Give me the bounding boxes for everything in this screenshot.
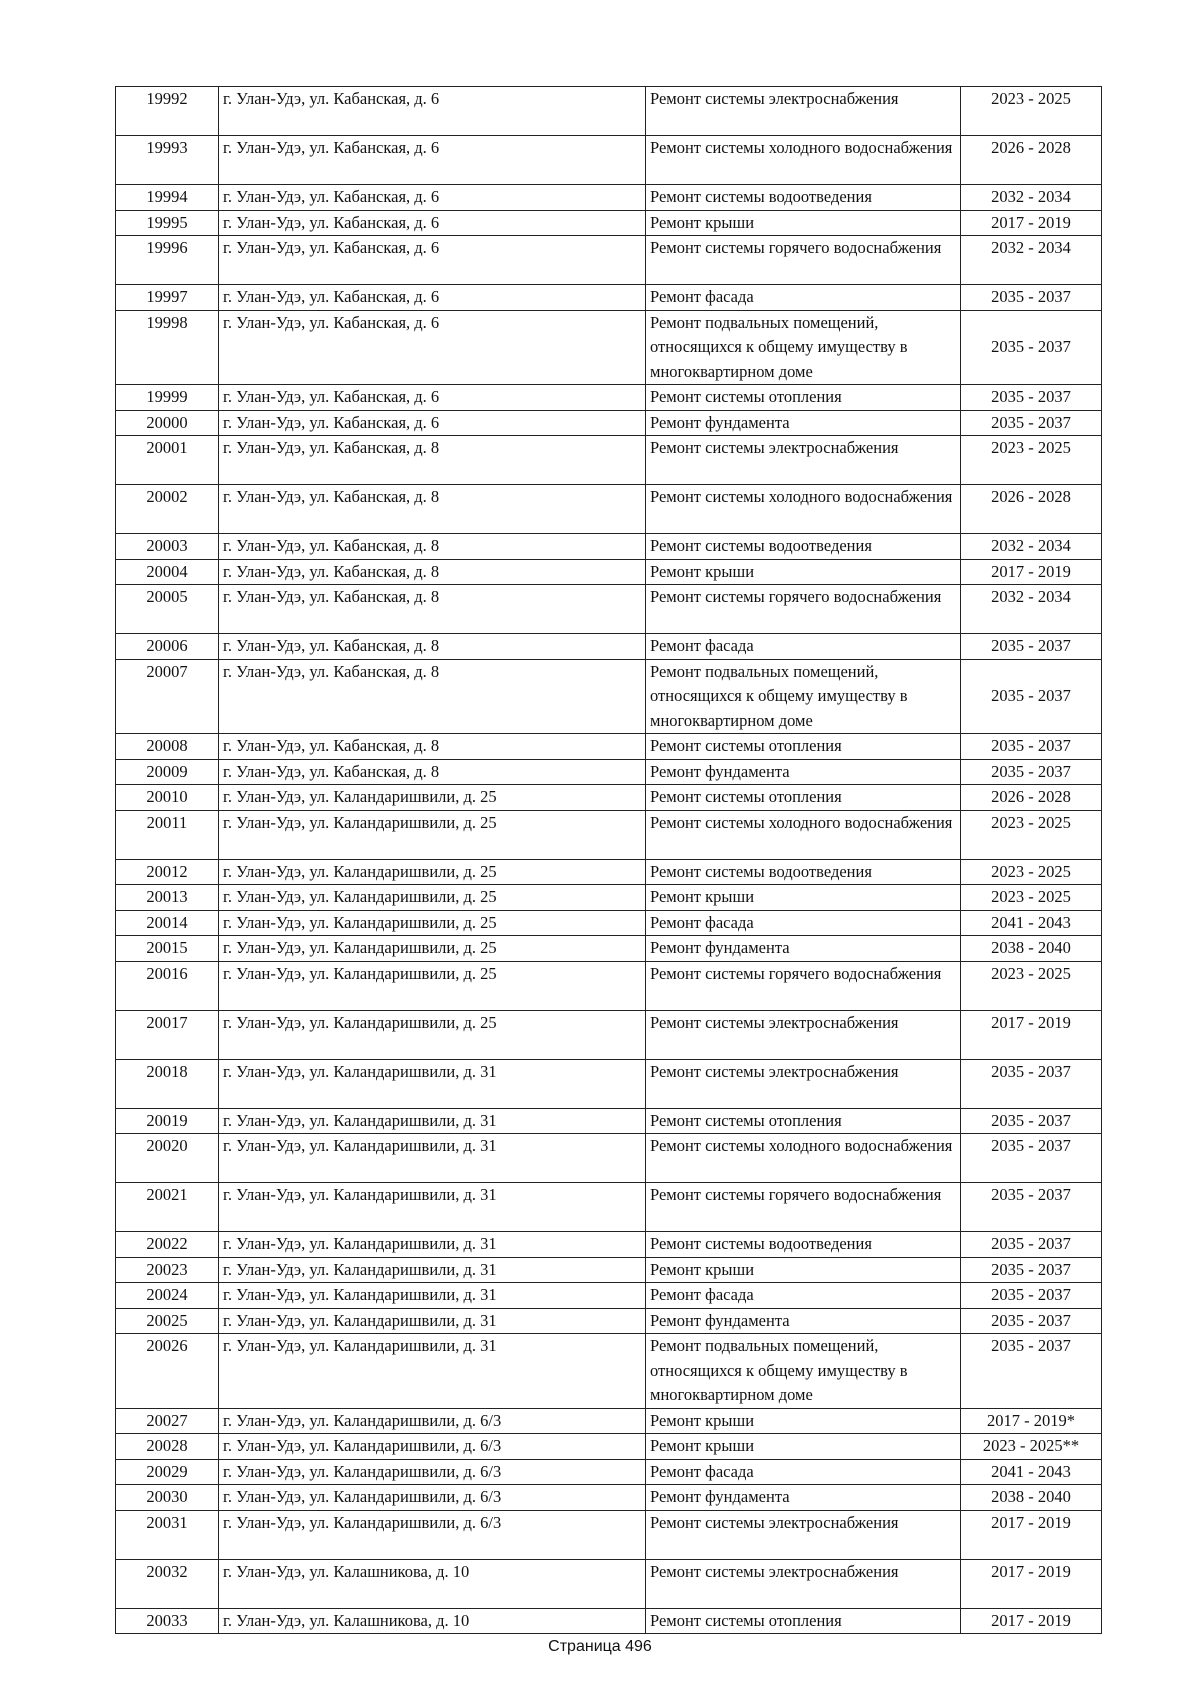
work-type-cell: Ремонт фасада	[646, 1459, 961, 1485]
period-cell: 2023 - 2025	[961, 961, 1102, 1010]
address-cell: г. Улан-Удэ, ул. Кабанская, д. 8	[219, 585, 646, 634]
work-type-cell: Ремонт системы холодного водоснабжения	[646, 485, 961, 534]
period-cell: 2035 - 2037	[961, 410, 1102, 436]
table-row	[116, 785, 1102, 811]
row-id-cell: 20003	[116, 534, 219, 560]
work-type-cell: Ремонт фундамента	[646, 936, 961, 962]
row-id-cell: 19998	[116, 310, 219, 385]
table-row	[116, 1485, 1102, 1511]
period-cell: 2023 - 2025	[961, 885, 1102, 911]
work-type-cell: Ремонт системы электроснабжения	[646, 87, 961, 136]
table-row	[116, 1059, 1102, 1108]
address-cell: г. Улан-Удэ, ул. Калашникова, д. 10	[219, 1559, 646, 1608]
period-cell: 2035 - 2037	[961, 1232, 1102, 1258]
table-row	[116, 961, 1102, 1010]
period-cell: 2035 - 2037	[961, 1283, 1102, 1309]
work-type-cell: Ремонт системы водоотведения	[646, 534, 961, 560]
period-cell: 2035 - 2037	[961, 285, 1102, 311]
table-row	[116, 436, 1102, 485]
work-type-cell: Ремонт системы холодного водоснабжения	[646, 810, 961, 859]
period-cell: 2035 - 2037	[961, 759, 1102, 785]
row-id-cell: 20001	[116, 436, 219, 485]
table-row	[116, 885, 1102, 911]
table-row	[116, 534, 1102, 560]
table-row	[116, 1308, 1102, 1334]
row-id-cell: 20015	[116, 936, 219, 962]
table-row	[116, 1010, 1102, 1059]
table-row	[116, 385, 1102, 411]
table-row	[116, 410, 1102, 436]
address-cell: г. Улан-Удэ, ул. Каландаришвили, д. 31	[219, 1232, 646, 1258]
period-cell: 2017 - 2019	[961, 1608, 1102, 1634]
work-type-cell: Ремонт системы отопления	[646, 1608, 961, 1634]
row-id-cell: 20006	[116, 634, 219, 660]
period-cell: 2035 - 2037	[961, 310, 1102, 385]
work-type-cell: Ремонт системы горячего водоснабжения	[646, 585, 961, 634]
work-type-cell: Ремонт системы водоотведения	[646, 1232, 961, 1258]
row-id-cell: 19996	[116, 236, 219, 285]
row-id-cell: 20009	[116, 759, 219, 785]
table-row	[116, 936, 1102, 962]
page-number: Страница 496	[548, 1638, 652, 1655]
table-row	[116, 1408, 1102, 1434]
table-row	[116, 910, 1102, 936]
work-type-cell: Ремонт системы холодного водоснабжения	[646, 136, 961, 185]
row-id-cell: 20028	[116, 1434, 219, 1460]
period-cell: 2032 - 2034	[961, 236, 1102, 285]
address-cell: г. Улан-Удэ, ул. Каландаришвили, д. 31	[219, 1108, 646, 1134]
table-row	[116, 1183, 1102, 1232]
work-type-cell: Ремонт системы холодного водоснабжения	[646, 1134, 961, 1183]
table-row	[116, 734, 1102, 760]
row-id-cell: 20021	[116, 1183, 219, 1232]
address-cell: г. Улан-Удэ, ул. Кабанская, д. 8	[219, 436, 646, 485]
row-id-cell: 20016	[116, 961, 219, 1010]
row-id-cell: 20024	[116, 1283, 219, 1309]
table-row	[116, 1608, 1102, 1634]
address-cell: г. Улан-Удэ, ул. Каландаришвили, д. 25	[219, 785, 646, 811]
address-cell: г. Улан-Удэ, ул. Кабанская, д. 8	[219, 759, 646, 785]
work-type-cell: Ремонт фасада	[646, 910, 961, 936]
period-cell: 2041 - 2043	[961, 1459, 1102, 1485]
row-id-cell: 20000	[116, 410, 219, 436]
row-id-cell: 20010	[116, 785, 219, 811]
work-type-cell: Ремонт подвальных помещений, относящихся к общему имуществу в многоквартирном доме	[646, 310, 961, 385]
table-row	[116, 210, 1102, 236]
row-id-cell: 20031	[116, 1510, 219, 1559]
address-cell: г. Улан-Удэ, ул. Кабанская, д. 6	[219, 185, 646, 211]
address-cell: г. Улан-Удэ, ул. Кабанская, д. 6	[219, 385, 646, 411]
address-cell: г. Улан-Удэ, ул. Кабанская, д. 8	[219, 559, 646, 585]
address-cell: г. Улан-Удэ, ул. Каландаришвили, д. 31	[219, 1334, 646, 1409]
work-type-cell: Ремонт фундамента	[646, 759, 961, 785]
work-type-cell: Ремонт крыши	[646, 559, 961, 585]
period-cell: 2041 - 2043	[961, 910, 1102, 936]
row-id-cell: 20012	[116, 859, 219, 885]
work-type-cell: Ремонт крыши	[646, 1408, 961, 1434]
row-id-cell: 19997	[116, 285, 219, 311]
row-id-cell: 19994	[116, 185, 219, 211]
work-type-cell: Ремонт фасада	[646, 634, 961, 660]
period-cell: 2035 - 2037	[961, 1334, 1102, 1409]
row-id-cell: 20020	[116, 1134, 219, 1183]
table-row	[116, 1283, 1102, 1309]
work-type-cell: Ремонт системы электроснабжения	[646, 1059, 961, 1108]
row-id-cell: 20014	[116, 910, 219, 936]
address-cell: г. Улан-Удэ, ул. Кабанская, д. 6	[219, 285, 646, 311]
row-id-cell: 20011	[116, 810, 219, 859]
address-cell: г. Улан-Удэ, ул. Кабанская, д. 8	[219, 659, 646, 734]
row-id-cell: 19993	[116, 136, 219, 185]
period-cell: 2023 - 2025	[961, 436, 1102, 485]
work-type-cell: Ремонт фундамента	[646, 1485, 961, 1511]
period-cell: 2038 - 2040	[961, 1485, 1102, 1511]
table-row	[116, 585, 1102, 634]
period-cell: 2023 - 2025	[961, 859, 1102, 885]
table-row	[116, 1559, 1102, 1608]
address-cell: г. Улан-Удэ, ул. Каландаришвили, д. 31	[219, 1183, 646, 1232]
address-cell: г. Улан-Удэ, ул. Каландаришвили, д. 31	[219, 1059, 646, 1108]
address-cell: г. Улан-Удэ, ул. Каландаришвили, д. 25	[219, 936, 646, 962]
address-cell: г. Улан-Удэ, ул. Каландаришвили, д. 25	[219, 885, 646, 911]
address-cell: г. Улан-Удэ, ул. Каландаришвили, д. 6/3	[219, 1459, 646, 1485]
address-cell: г. Улан-Удэ, ул. Кабанская, д. 6	[219, 87, 646, 136]
table-row	[116, 1434, 1102, 1460]
period-cell: 2032 - 2034	[961, 534, 1102, 560]
work-type-cell: Ремонт системы отопления	[646, 1108, 961, 1134]
period-cell: 2026 - 2028	[961, 485, 1102, 534]
period-cell: 2017 - 2019	[961, 559, 1102, 585]
work-type-cell: Ремонт системы водоотведения	[646, 859, 961, 885]
row-id-cell: 20004	[116, 559, 219, 585]
table-row	[116, 1257, 1102, 1283]
table-row	[116, 634, 1102, 660]
address-cell: г. Улан-Удэ, ул. Кабанская, д. 6	[219, 236, 646, 285]
table-row	[116, 1334, 1102, 1409]
work-type-cell: Ремонт системы электроснабжения	[646, 1510, 961, 1559]
address-cell: г. Улан-Удэ, ул. Каландаришвили, д. 31	[219, 1134, 646, 1183]
table-row	[116, 1232, 1102, 1258]
period-cell: 2023 - 2025**	[961, 1434, 1102, 1460]
table-row	[116, 1510, 1102, 1559]
period-cell: 2017 - 2019	[961, 1559, 1102, 1608]
work-type-cell: Ремонт системы горячего водоснабжения	[646, 961, 961, 1010]
address-cell: г. Улан-Удэ, ул. Калашникова, д. 10	[219, 1608, 646, 1634]
row-id-cell: 20030	[116, 1485, 219, 1511]
row-id-cell: 19999	[116, 385, 219, 411]
address-cell: г. Улан-Удэ, ул. Кабанская, д. 6	[219, 136, 646, 185]
table-row	[116, 136, 1102, 185]
table-body	[116, 87, 1102, 1634]
period-cell: 2038 - 2040	[961, 936, 1102, 962]
work-type-cell: Ремонт системы отопления	[646, 785, 961, 811]
work-type-cell: Ремонт системы электроснабжения	[646, 436, 961, 485]
period-cell: 2026 - 2028	[961, 136, 1102, 185]
address-cell: г. Улан-Удэ, ул. Каландаришвили, д. 25	[219, 859, 646, 885]
address-cell: г. Улан-Удэ, ул. Кабанская, д. 6	[219, 310, 646, 385]
row-id-cell: 20008	[116, 734, 219, 760]
period-cell: 2023 - 2025	[961, 87, 1102, 136]
address-cell: г. Улан-Удэ, ул. Кабанская, д. 6	[219, 410, 646, 436]
address-cell: г. Улан-Удэ, ул. Каландаришвили, д. 6/3	[219, 1485, 646, 1511]
address-cell: г. Улан-Удэ, ул. Каландаришвили, д. 25	[219, 961, 646, 1010]
address-cell: г. Улан-Удэ, ул. Кабанская, д. 8	[219, 634, 646, 660]
period-cell: 2023 - 2025	[961, 810, 1102, 859]
row-id-cell: 19995	[116, 210, 219, 236]
work-type-cell: Ремонт крыши	[646, 210, 961, 236]
address-cell: г. Улан-Удэ, ул. Каландаришвили, д. 25	[219, 810, 646, 859]
period-cell: 2032 - 2034	[961, 585, 1102, 634]
period-cell: 2035 - 2037	[961, 659, 1102, 734]
address-cell: г. Улан-Удэ, ул. Каландаришвили, д. 31	[219, 1283, 646, 1309]
work-type-cell: Ремонт системы отопления	[646, 734, 961, 760]
period-cell: 2035 - 2037	[961, 1134, 1102, 1183]
work-type-cell: Ремонт крыши	[646, 885, 961, 911]
address-cell: г. Улан-Удэ, ул. Каландаришвили, д. 31	[219, 1257, 646, 1283]
work-type-cell: Ремонт крыши	[646, 1257, 961, 1283]
row-id-cell: 20026	[116, 1334, 219, 1409]
period-cell: 2017 - 2019	[961, 1510, 1102, 1559]
row-id-cell: 20023	[116, 1257, 219, 1283]
table-row	[116, 659, 1102, 734]
table-row	[116, 285, 1102, 311]
period-cell: 2035 - 2037	[961, 385, 1102, 411]
work-type-cell: Ремонт системы электроснабжения	[646, 1010, 961, 1059]
row-id-cell: 20013	[116, 885, 219, 911]
row-id-cell: 20027	[116, 1408, 219, 1434]
table-row	[116, 236, 1102, 285]
row-id-cell: 19992	[116, 87, 219, 136]
period-cell: 2032 - 2034	[961, 185, 1102, 211]
work-type-cell: Ремонт крыши	[646, 1434, 961, 1460]
row-id-cell: 20029	[116, 1459, 219, 1485]
table-row	[116, 1134, 1102, 1183]
period-cell: 2017 - 2019	[961, 210, 1102, 236]
work-type-cell: Ремонт системы электроснабжения	[646, 1559, 961, 1608]
table-row	[116, 87, 1102, 136]
period-cell: 2017 - 2019*	[961, 1408, 1102, 1434]
table-row	[116, 310, 1102, 385]
work-type-cell: Ремонт фасада	[646, 285, 961, 311]
period-cell: 2017 - 2019	[961, 1010, 1102, 1059]
work-type-cell: Ремонт системы водоотведения	[646, 185, 961, 211]
address-cell: г. Улан-Удэ, ул. Каландаришвили, д. 6/3	[219, 1434, 646, 1460]
row-id-cell: 20017	[116, 1010, 219, 1059]
work-type-cell: Ремонт системы горячего водоснабжения	[646, 236, 961, 285]
period-cell: 2035 - 2037	[961, 1257, 1102, 1283]
table-row	[116, 759, 1102, 785]
table-row	[116, 485, 1102, 534]
period-cell: 2035 - 2037	[961, 634, 1102, 660]
period-cell: 2035 - 2037	[961, 734, 1102, 760]
row-id-cell: 20025	[116, 1308, 219, 1334]
period-cell: 2035 - 2037	[961, 1059, 1102, 1108]
address-cell: г. Улан-Удэ, ул. Кабанская, д. 6	[219, 210, 646, 236]
address-cell: г. Улан-Удэ, ул. Каландаришвили, д. 25	[219, 1010, 646, 1059]
row-id-cell: 20002	[116, 485, 219, 534]
table-row	[116, 185, 1102, 211]
table-row	[116, 1108, 1102, 1134]
work-type-cell: Ремонт фундамента	[646, 1308, 961, 1334]
row-id-cell: 20033	[116, 1608, 219, 1634]
work-type-cell: Ремонт фасада	[646, 1283, 961, 1309]
address-cell: г. Улан-Удэ, ул. Каландаришвили, д. 25	[219, 910, 646, 936]
period-cell: 2035 - 2037	[961, 1308, 1102, 1334]
period-cell: 2026 - 2028	[961, 785, 1102, 811]
row-id-cell: 20032	[116, 1559, 219, 1608]
period-cell: 2035 - 2037	[961, 1183, 1102, 1232]
table-row	[116, 1459, 1102, 1485]
repair-schedule-table	[115, 86, 1102, 1634]
work-type-cell: Ремонт системы горячего водоснабжения	[646, 1183, 961, 1232]
address-cell: г. Улан-Удэ, ул. Каландаришвили, д. 6/3	[219, 1510, 646, 1559]
address-cell: г. Улан-Удэ, ул. Кабанская, д. 8	[219, 485, 646, 534]
address-cell: г. Улан-Удэ, ул. Каландаришвили, д. 31	[219, 1308, 646, 1334]
work-type-cell: Ремонт системы отопления	[646, 385, 961, 411]
table-row	[116, 559, 1102, 585]
row-id-cell: 20018	[116, 1059, 219, 1108]
address-cell: г. Улан-Удэ, ул. Кабанская, д. 8	[219, 534, 646, 560]
row-id-cell: 20022	[116, 1232, 219, 1258]
row-id-cell: 20019	[116, 1108, 219, 1134]
address-cell: г. Улан-Удэ, ул. Каландаришвили, д. 6/3	[219, 1408, 646, 1434]
period-cell: 2035 - 2037	[961, 1108, 1102, 1134]
table-row	[116, 810, 1102, 859]
work-type-cell: Ремонт подвальных помещений, относящихся к общему имуществу в многоквартирном доме	[646, 659, 961, 734]
work-type-cell: Ремонт подвальных помещений, относящихся к общему имуществу в многоквартирном доме	[646, 1334, 961, 1409]
row-id-cell: 20005	[116, 585, 219, 634]
row-id-cell: 20007	[116, 659, 219, 734]
work-type-cell: Ремонт фундамента	[646, 410, 961, 436]
table-row	[116, 859, 1102, 885]
address-cell: г. Улан-Удэ, ул. Кабанская, д. 8	[219, 734, 646, 760]
